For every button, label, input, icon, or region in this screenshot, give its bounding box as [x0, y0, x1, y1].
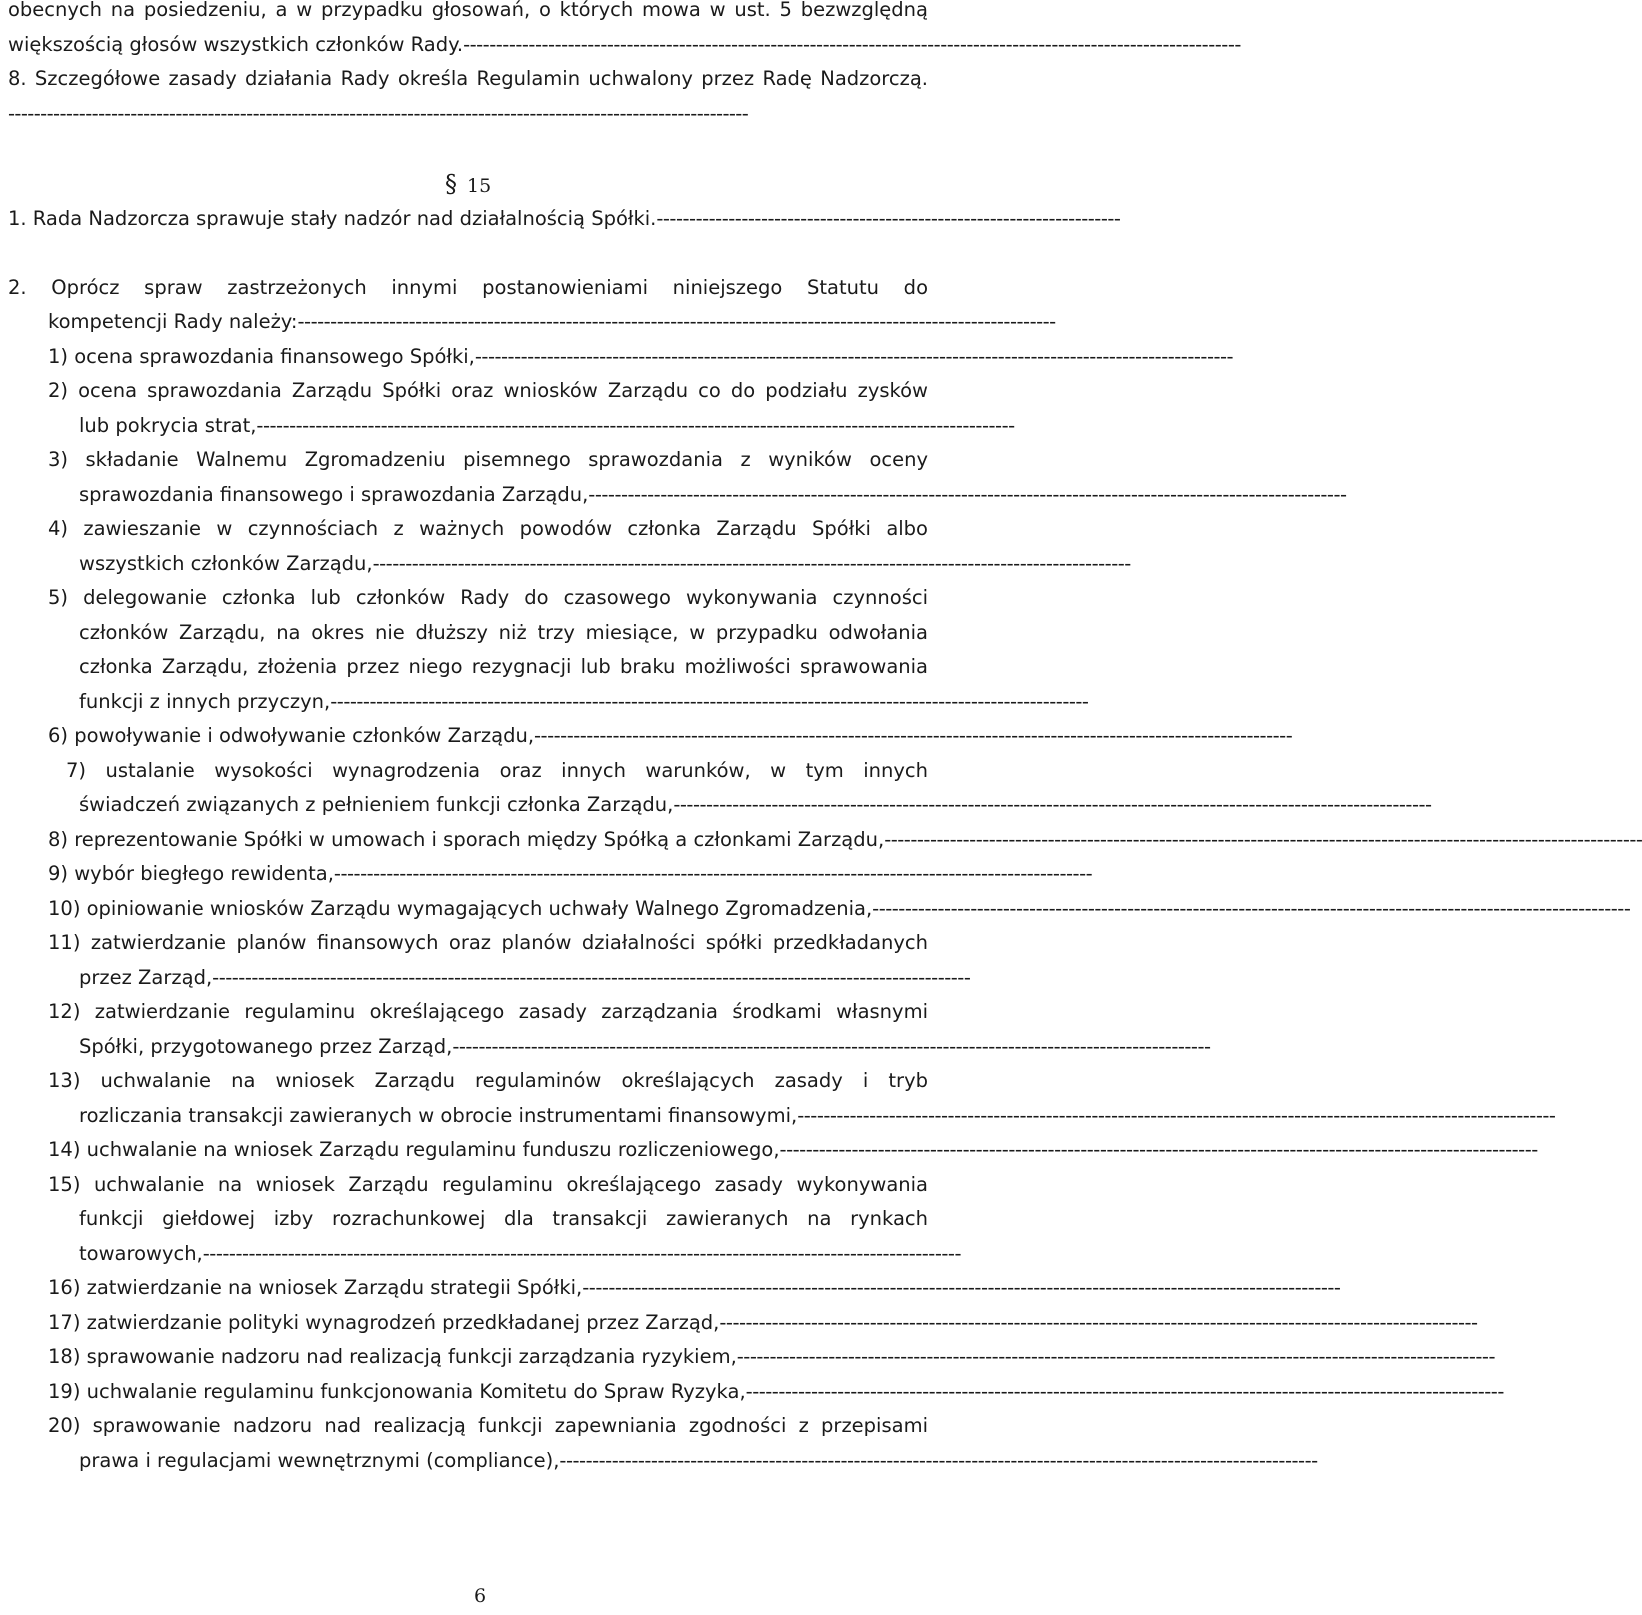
list-item — [79, 481, 1347, 511]
list-item-text: rozliczania transakcji zawieranych w obrocie instrumentami finansowymi, — [79, 1104, 798, 1127]
dash-leader: -------------------------------------------------------------------------------------------------------------------- — [372, 552, 1131, 575]
list-item — [79, 1447, 1318, 1477]
text-line: obecnych na posiedzeniu, a w przypadku głosowań, o których mowa w ust. 5 bezwzględną — [8, 0, 928, 21]
list-item — [79, 550, 1131, 580]
list-item: 2) ocena sprawozdania Zarządu Spółki oraz wniosków Zarządu co do podziału zysków — [48, 379, 928, 402]
dash-leader: -------------------------------------------------------------------------------------------------------------------- — [474, 345, 1234, 368]
list-item — [8, 205, 1121, 235]
list-item: 3) składanie Walnemu Zgromadzeniu pisemnego sprawozdania z wyników oceny — [48, 448, 928, 471]
dash-leader: -------------------------------------------------------------------------------------------------------------------- — [797, 1104, 1556, 1127]
dash-leader: -------------------------------------------------------------------------------------------------------------------- — [736, 1345, 1495, 1368]
list-item-text: 17) zatwierdzanie polityki wynagrodzeń przedkładanej przez Zarząd, — [48, 1311, 720, 1334]
list-item — [48, 1343, 1495, 1373]
list-item: 4) zawieszanie w czynnościach z ważnych powodów członka Zarządu Spółki albo — [48, 517, 928, 540]
list-item-text: kompetencji Rady należy: — [48, 310, 298, 333]
list-item-text: towarowych, — [79, 1242, 203, 1265]
list-item-text: 6) powoływanie i odwoływanie członków Zarządu, — [48, 724, 535, 747]
list-item — [48, 722, 1293, 752]
text-line-content: większością głosów wszystkich członków Rady. — [8, 33, 464, 56]
list-item-text: 8) reprezentowanie Spółki w umowach i sporach między Spółką a członkami Zarządu, — [48, 828, 885, 851]
list-item-text: 1) ocena sprawozdania finansowego Spółki, — [48, 345, 475, 368]
dash-leader: -------------------------------------------------------------------------------------------------------------------- — [779, 1138, 1538, 1161]
list-item — [48, 1274, 1341, 1304]
dash-leader: -------------------------------------------------------------------------------------------------------------------- — [745, 1380, 1504, 1403]
dash-leader: -------------------------------------------------------------------------------------------------------------------- — [719, 1311, 1478, 1334]
list-item-text: świadczeń związanych z pełnieniem funkcji członka Zarządu, — [79, 793, 674, 816]
list-item-text: 19) uchwalanie regulaminu funkcjonowania Komitetu do Spraw Ryzyka, — [48, 1380, 746, 1403]
list-item-text: 10) opiniowanie wniosków Zarządu wymagających uchwały Walnego Zgromadzenia, — [48, 897, 873, 920]
list-item — [48, 1309, 1478, 1339]
text-line — [8, 31, 1241, 61]
list-item — [48, 1378, 1504, 1408]
dash-leader: -------------------------------------------------------------------------------------------------------------------- — [330, 690, 1089, 713]
dash-leader: ----------------------------------------------------------------------- — [656, 207, 1121, 230]
list-item-text: 16) zatwierdzanie na wniosek Zarządu strategii Spółki, — [48, 1276, 583, 1299]
dash-leader: -------------------------------------------------------------------------------------------------------------------- — [333, 862, 1093, 885]
list-item — [79, 791, 1432, 821]
list-item-text: lub pokrycia strat, — [79, 414, 257, 437]
section-number: 15 — [467, 175, 492, 197]
list-item: członków Zarządu, na okres nie dłuższy niż trzy miesiące, w przypadku odwołania — [79, 621, 928, 644]
list-item — [79, 964, 971, 994]
list-item: 20) sprawowanie nadzoru nad realizacją funkcji zapewniania zgodności z przepisami — [48, 1414, 928, 1437]
dash-leader: -------------------------------------------------------------------------------------------------------------------- — [297, 310, 1056, 333]
list-item-text: wszystkich członków Zarządu, — [79, 552, 373, 575]
list-item — [79, 688, 1089, 718]
list-item — [48, 860, 1093, 890]
dash-leader: -------------------------------------------------------------------------------------------------------------------- — [559, 1449, 1318, 1472]
list-item: 7) ustalanie wysokości wynagrodzenia oraz innych warunków, w tym innych — [66, 759, 928, 782]
dash-leader: -------------------------------------------------------------------------------------------------------------------- — [884, 828, 1642, 851]
list-item-text: 18) sprawowanie nadzoru nad realizacją funkcji zarządzania ryzykiem, — [48, 1345, 737, 1368]
list-item-text: przez Zarząd, — [79, 966, 213, 989]
list-item-text: prawa i regulacjami wewnętrznymi (compliance), — [79, 1449, 560, 1472]
list-item: funkcji giełdowej izby rozrachunkowej dla transakcji zawieranych na rynkach — [79, 1207, 928, 1230]
dash-leader: -------------------------------------------------------------------------------------------------------------------- — [212, 966, 971, 989]
section-heading — [445, 170, 491, 198]
list-item: 12) zatwierdzanie regulaminu określającego zasady zarządzania środkami własnymi — [48, 1000, 928, 1023]
section-sign: § — [445, 170, 457, 198]
dash-leader: -------------------------------------------------------------------------------------------------------------------- — [673, 793, 1432, 816]
list-item: 2. Oprócz spraw zastrzeżonych innymi postanowieniami niniejszego Statutu do — [8, 276, 928, 299]
list-item — [48, 895, 1631, 925]
list-item — [48, 308, 1056, 338]
list-item-text: funkcji z innych przyczyn, — [79, 690, 331, 713]
list-item: 15) uchwalanie na wniosek Zarządu regulaminu określającego zasady wykonywania — [48, 1173, 928, 1196]
list-item — [48, 826, 1642, 856]
list-item — [79, 1240, 961, 1270]
list-item: 11) zatwierdzanie planów finansowych oraz planów działalności spółki przedkładanych — [48, 931, 928, 954]
page-number: 6 — [473, 1585, 487, 1607]
list-item: 5) delegowanie członka lub członków Rady do czasowego wykonywania czynności — [48, 586, 928, 609]
dash-leader: -------------------------------------------------------------------------------------------------------------------- — [582, 1276, 1341, 1299]
text-line: 8. Szczegółowe zasady działania Rady określa Regulamin uchwalony przez Radę Nadzorczą. — [8, 67, 928, 90]
dash-leader: -------------------------------------------------------------------------------------------------------------------- — [588, 483, 1347, 506]
dash-leader: -------------------------------------------------------------------------------------------------------------------- — [202, 1242, 961, 1265]
list-item — [79, 412, 1015, 442]
dash-leader: -------------------------------------------------------------------------------------------------------------------- — [452, 1035, 1211, 1058]
list-item — [79, 1102, 1556, 1132]
dash-leader: -------------------------------------------------------------------------------------------------------------------- — [534, 724, 1293, 747]
list-item: członka Zarządu, złożenia przez niego rezygnacji lub braku możliwości sprawowania — [79, 655, 928, 678]
dash-leader: -------------------------------------------------------------------------------------------------------------------- — [872, 897, 1631, 920]
list-item: 13) uchwalanie na wniosek Zarządu regulaminów określających zasady i tryb — [48, 1069, 928, 1092]
list-item-text: Spółki, przygotowanego przez Zarząd, — [79, 1035, 453, 1058]
list-item — [48, 1136, 1538, 1166]
list-item-text: 14) uchwalanie na wniosek Zarządu regulaminu funduszu rozliczeniowego, — [48, 1138, 780, 1161]
list-item-text: 9) wybór biegłego rewidenta, — [48, 862, 334, 885]
dash-leader: ----------------------------------------------------------------------------------------------------------------------- — [463, 33, 1241, 56]
dash-separator: ------------------------------------------------------------------------------------------------------------------- — [8, 102, 749, 125]
dash-leader: -------------------------------------------------------------------------------------------------------------------- — [256, 414, 1015, 437]
list-item-text: 1. Rada Nadzorcza sprawuje stały nadzór nad działalnością Spółki. — [8, 207, 657, 230]
list-item — [79, 1033, 1211, 1063]
list-item-text: sprawozdania finansowego i sprawozdania Zarządu, — [79, 483, 589, 506]
list-item — [48, 343, 1234, 373]
